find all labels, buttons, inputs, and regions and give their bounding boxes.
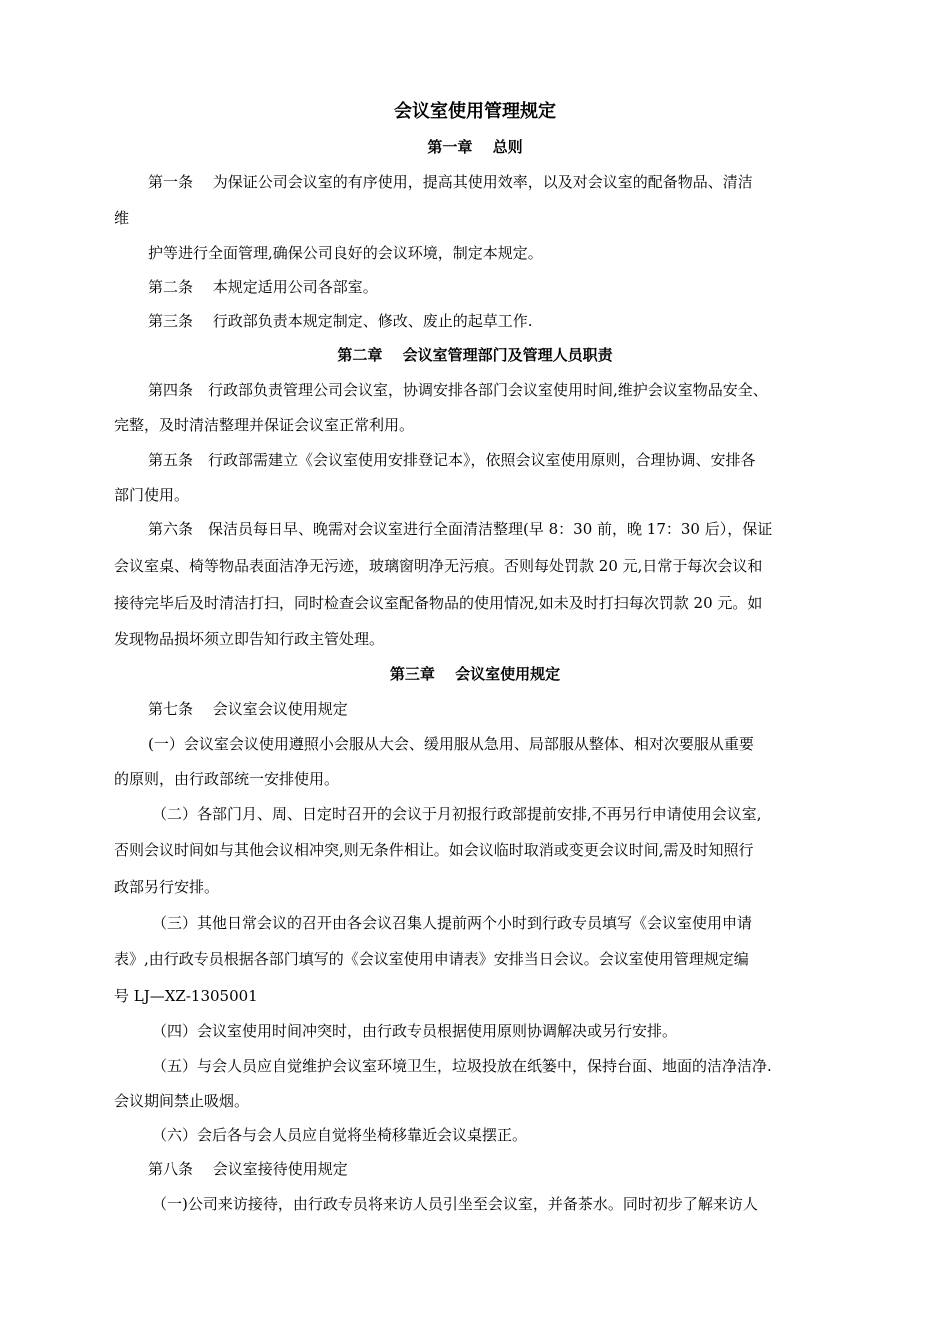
article-7-item-4: （四）会议室使用时间冲突时，由行政专员根据使用原则协调解决或另行安排。 bbox=[152, 1022, 678, 1040]
article-4-line-2: 完整，及时清洁整理并保证会议室正常利用。 bbox=[114, 416, 415, 434]
chapter-3-heading: 第三章 会议室使用规定 bbox=[389, 665, 561, 683]
article-7-item-5-line-2: 会议期间禁止吸烟。 bbox=[114, 1092, 250, 1110]
article-6-line-4: 发现物品损坏须立即告知行政主管处理。 bbox=[114, 630, 385, 648]
document-title: 会议室使用管理规定 bbox=[394, 101, 556, 122]
article-7-item-3-line-2: 表》,由行政专员根据各部门填写的《会议室使用申请表》安排当日会议。会议室使用管理规定编 bbox=[114, 950, 749, 968]
article-7-item-2-line-2: 否则会议时间如与其他会议相冲突,则无条件相让。如会议临时取消或变更会议时间,需及时知照行 bbox=[114, 841, 754, 859]
article-7-item-6: （六）会后各与会人员应自觉将坐椅移靠近会议桌摆正。 bbox=[152, 1126, 528, 1144]
article-8-item-1-line-1: （一)公司来访接待，由行政专员将来访人员引坐至会议室，并备茶水。同时初步了解来访人 bbox=[152, 1195, 758, 1213]
article-2: 第二条 本规定适用公司各部室。 bbox=[148, 278, 378, 296]
article-1-line-1: 第一条 为保证公司会议室的有序使用，提高其使用效率，以及对会议室的配备物品、清洁 bbox=[148, 173, 753, 191]
chapter-1-heading: 第一章 总则 bbox=[427, 138, 523, 156]
article-7-item-2-line-1: （二）各部门月、周、日定时召开的会议于月初报行政部提前安排,不再另行申请使用会议室, bbox=[152, 805, 762, 823]
article-3: 第三条 行政部负责本规定制定、修改、废止的起草工作. bbox=[148, 312, 533, 330]
article-7-item-1-line-2: 的原则，由行政部统一安排使用。 bbox=[114, 770, 340, 788]
article-8: 第八条 会议室接待使用规定 bbox=[148, 1160, 348, 1178]
article-6-line-3: 接待完毕后及时清洁打扫，同时检查会议室配备物品的使用情况,如未及时打扫每次罚款 20 元。如 bbox=[114, 594, 763, 612]
article-5-line-1: 第五条 行政部需建立《会议室使用安排登记本》，依照会议室使用原则，合理协调、安排各 bbox=[148, 451, 756, 469]
article-6-line-2: 会议室桌、椅等物品表面洁净无污迹，玻璃窗明净无污痕。否则每处罚款 20 元,日常于每次会议和 bbox=[114, 557, 763, 575]
article-6-line-1: 第六条 保洁员每日早、晚需对会议室进行全面清洁整理(早 8：30 前，晚 17：30 后），保证 bbox=[148, 520, 773, 538]
article-1-line-3: 护等进行全面管理,确保公司良好的会议环境，制定本规定。 bbox=[148, 244, 543, 262]
article-7-item-1-line-1: (一）会议室会议使用遵照小会服从大会、缓用服从急用、局部服从整体、相对次要服从重要 bbox=[148, 735, 754, 753]
article-5-line-2: 部门使用。 bbox=[114, 486, 190, 504]
article-7-item-5-line-1: （五）与会人员应自觉维护会议室环境卫生，垃圾投放在纸篓中，保持台面、地面的洁净洁净. bbox=[152, 1057, 772, 1075]
article-7-item-3-line-1: （三）其他日常会议的召开由各会议召集人提前两个小时到行政专员填写《会议室使用申请 bbox=[152, 914, 753, 932]
article-1-line-2: 维 bbox=[114, 209, 130, 227]
article-7: 第七条 会议室会议使用规定 bbox=[148, 700, 348, 718]
article-7-item-2-line-3: 政部另行安排。 bbox=[114, 878, 220, 896]
chapter-2-heading: 第二章 会议室管理部门及管理人员职责 bbox=[337, 346, 613, 364]
article-7-item-3-line-3: 号 LJ—XZ-1305001 bbox=[114, 987, 258, 1005]
article-4-line-1: 第四条 行政部负责管理公司会议室，协调安排各部门会议室使用时间,维护会议室物品安全、 bbox=[148, 381, 768, 399]
